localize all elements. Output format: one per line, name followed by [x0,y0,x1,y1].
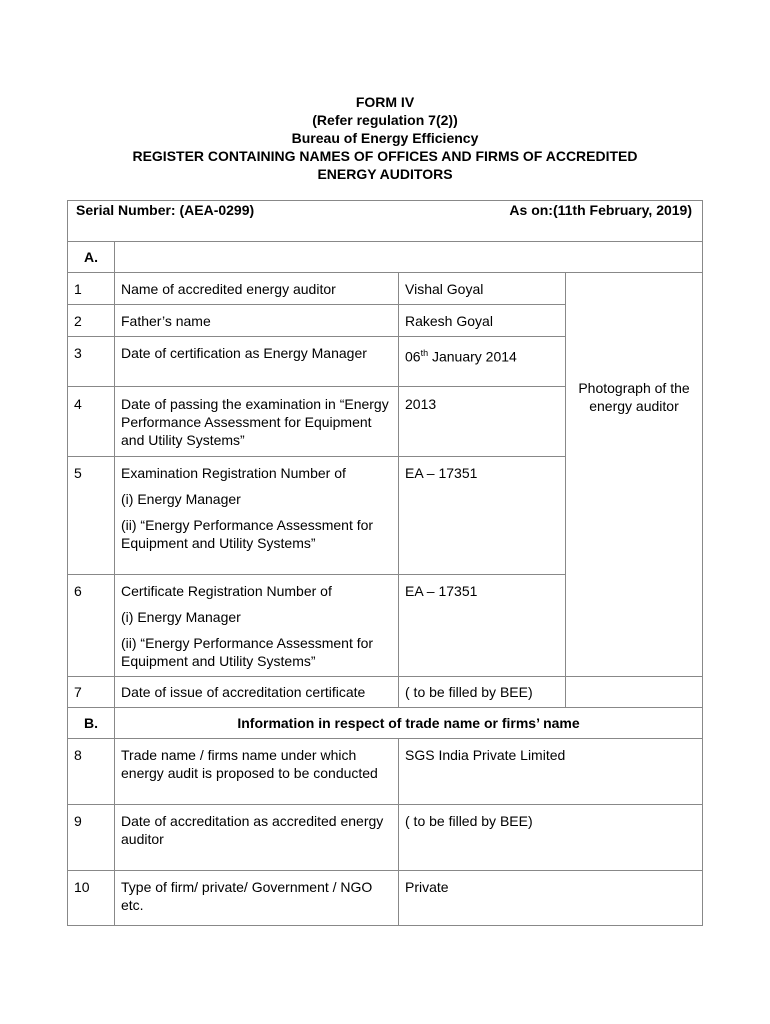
table-row [68,805,703,871]
field-value: ( to be filled by BEE) [399,677,566,708]
table-row [68,871,703,926]
field-label: Date of accreditation as accredited energy auditor [115,805,399,871]
register-table [67,200,703,926]
row-number: 1 [68,273,115,305]
row-number: 4 [68,387,115,457]
field-value: 2013 [399,387,566,457]
section-a-label: A. [68,242,115,273]
field-label: Date of certification as Energy Manager [115,337,399,387]
row-number: 8 [68,739,115,805]
serial-row [68,201,703,242]
field-label: Father’s name [115,305,399,337]
as-on-date: As on:(11th February, 2019) [509,202,692,218]
row-number: 3 [68,337,115,387]
table-row [68,273,703,305]
register-title-line2: ENERGY AUDITORS [317,166,453,182]
section-b-title: Information in respect of trade name or firms’ name [115,708,703,739]
field-value: 06th January 2014 [399,337,566,387]
field-value: Vishal Goyal [399,273,566,305]
field-label: Certificate Registration Number of (i) Energy Manager (ii) “Energy Performance Assessment for Equipment and Utility Systems” [115,575,399,677]
section-b-label: B. [68,708,115,739]
organization-name: Bureau of Energy Efficiency [291,130,479,146]
row-number: 9 [68,805,115,871]
row-number: 7 [68,677,115,708]
field-label: Type of firm/ private/ Government / NGO etc. [115,871,399,926]
table-row [68,739,703,805]
field-value: Rakesh Goyal [399,305,566,337]
field-label: Name of accredited energy auditor [115,273,399,305]
field-value: Private [399,871,703,926]
field-value: ( to be filled by BEE) [399,805,703,871]
row-number: 2 [68,305,115,337]
photograph-text: Photograph of the energy auditor [578,379,690,414]
field-label: Date of passing the examination in “Energy Performance Assessment for Equipment and Utility Systems” [115,387,399,457]
form-header [0,93,770,183]
row-number: 6 [68,575,115,677]
row-number: 10 [68,871,115,926]
form-title: FORM IV [355,94,415,110]
field-value: SGS India Private Limited [399,739,703,805]
field-value: EA – 17351 [399,575,566,677]
field-value: EA – 17351 [399,457,566,575]
section-a-row [68,242,703,273]
regulation-reference: (Refer regulation 7(2)) [312,112,458,128]
section-b-row [68,708,703,739]
field-label: Examination Registration Number of (i) Energy Manager (ii) “Energy Performance Assessment for Equipment and Utility Systems” [115,457,399,575]
row-number: 5 [68,457,115,575]
table-row [68,677,703,708]
register-title-line1: REGISTER CONTAINING NAMES OF OFFICES AND FIRMS OF ACCREDITED [132,148,638,164]
field-label: Date of issue of accreditation certificate [115,677,399,708]
photograph-placeholder [566,273,703,677]
serial-number: Serial Number: (AEA-0299) [76,202,255,218]
field-label: Trade name / firms name under which energy audit is proposed to be conducted [115,739,399,805]
